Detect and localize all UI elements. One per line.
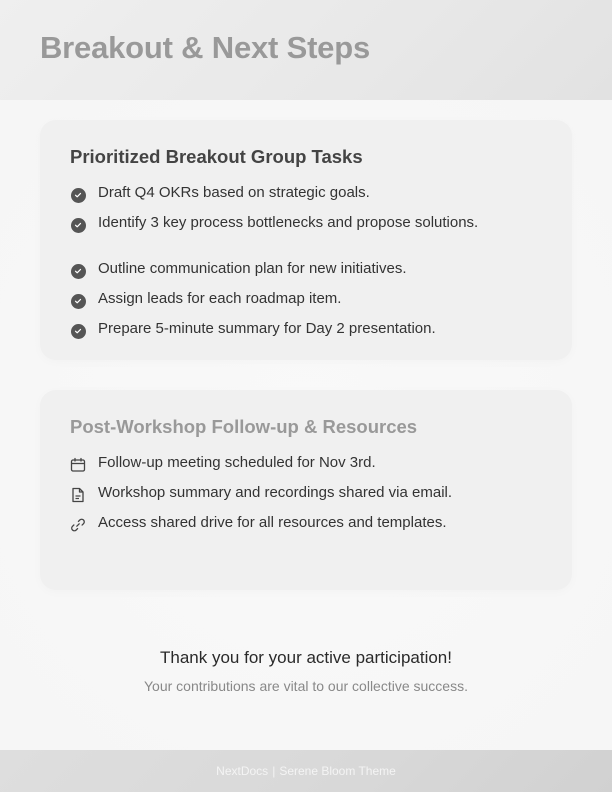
resources-card-title: Post-Workshop Follow-up & Resources (70, 416, 418, 437)
document-icon (70, 487, 86, 503)
resource-text: Workshop summary and recordings shared via email. (98, 483, 453, 501)
task-text: Draft Q4 OKRs based on strategic goals. (98, 183, 370, 201)
header-banner (0, 0, 612, 100)
check-circle-icon (70, 217, 86, 233)
thank-you-subtitle: Your contributions are vital to our collective success. (144, 678, 468, 694)
task-item (70, 288, 341, 308)
task-text: Prepare 5-minute summary for Day 2 presentation. (98, 319, 436, 337)
task-item (70, 318, 436, 338)
task-item (70, 258, 406, 278)
footer-brand: NextDocs (216, 764, 269, 778)
resource-item (70, 512, 447, 532)
check-circle-icon (70, 293, 86, 309)
tasks-card-title: Prioritized Breakout Group Tasks (70, 146, 363, 167)
task-text: Outline communication plan for new initiatives. (98, 259, 407, 277)
task-item (70, 212, 478, 232)
calendar-icon (70, 457, 86, 473)
footer-separator: | (272, 764, 276, 778)
check-circle-icon (70, 187, 86, 203)
thank-you-message: Thank you for your active participation! (160, 648, 452, 667)
page-title: Breakout & Next Steps (40, 30, 371, 65)
resource-item (70, 452, 376, 472)
footer (0, 750, 612, 792)
footer-theme: Serene Bloom Theme (279, 764, 396, 778)
main-content (0, 100, 612, 750)
resource-text: Follow-up meeting scheduled for Nov 3rd. (98, 453, 376, 471)
check-circle-icon (70, 323, 86, 339)
resources-card (40, 390, 572, 590)
task-text: Assign leads for each roadmap item. (98, 289, 342, 307)
resource-item (70, 482, 452, 502)
link-icon (70, 517, 86, 533)
task-text: Identify 3 key process bottlenecks and propose solutions. (98, 213, 479, 231)
check-circle-icon (70, 263, 86, 279)
resource-text: Access shared drive for all resources and templates. (98, 513, 447, 531)
task-item (70, 182, 370, 202)
tasks-card (40, 120, 572, 360)
